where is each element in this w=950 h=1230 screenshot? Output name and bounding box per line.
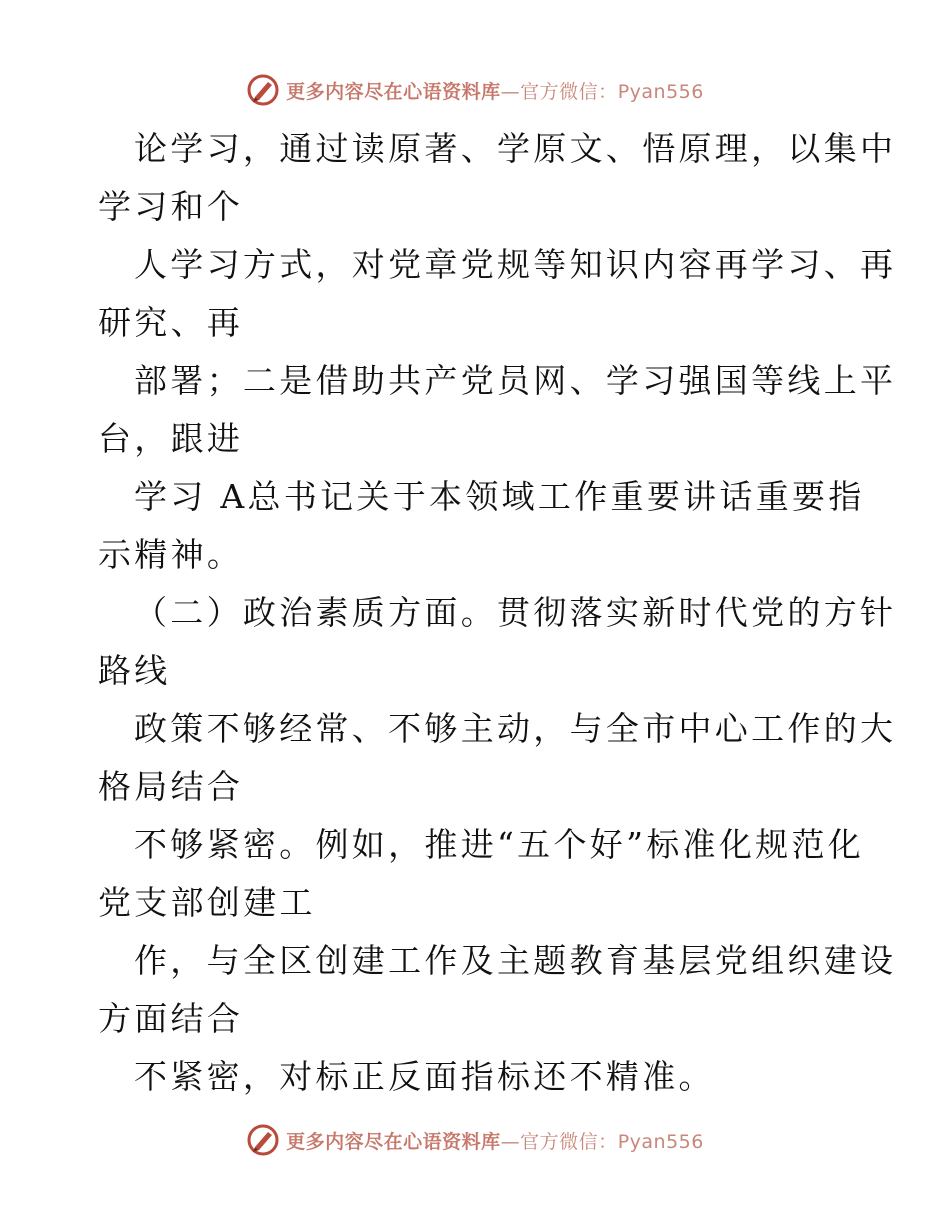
- watermark-separator: —: [500, 80, 521, 103]
- pen-logo-icon: [246, 1123, 280, 1157]
- watermark-wechat-id: Pyan556: [617, 1130, 704, 1153]
- watermark-text: [286, 77, 704, 104]
- body-line: 论学习，通过读原著、学原文、悟原理，以集中: [134, 129, 897, 168]
- body-line: 党支部创建工: [98, 883, 316, 922]
- body-line: 作，与全区创建工作及主题教育基层党组织建设: [134, 941, 897, 980]
- section-heading-line: （二）政治素质方面。贯彻落实新时代党的方针: [134, 593, 897, 632]
- body-line: 研究、再: [98, 303, 244, 342]
- watermark-wechat-label: 官方微信：: [520, 80, 618, 103]
- footer-watermark: [0, 1120, 950, 1160]
- body-line: 格局结合: [98, 767, 244, 806]
- body-line: 学习和个: [98, 187, 244, 226]
- body-line: 示精神。: [98, 535, 244, 574]
- watermark-brand: 更多内容尽在心语资料库: [286, 1130, 501, 1153]
- watermark-separator: —: [500, 1130, 521, 1153]
- watermark-text: [286, 1127, 704, 1154]
- body-line: 政策不够经常、不够主动，与全市中心工作的大: [134, 709, 897, 748]
- body-line: 方面结合: [98, 999, 244, 1038]
- body-line: 台，跟进: [98, 419, 244, 458]
- body-line: 不紧密，对标正反面指标还不精准。: [134, 1057, 715, 1096]
- document-body: [98, 120, 897, 1106]
- body-line: 人学习方式，对党章党规等知识内容再学习、再: [134, 245, 897, 284]
- body-line: 部署；二是借助共产党员网、学习强国等线上平: [134, 361, 897, 400]
- pen-logo-icon: [246, 73, 280, 107]
- body-line: 学习 A总书记关于本领域工作重要讲话重要指: [134, 477, 865, 516]
- header-watermark: [0, 70, 950, 110]
- watermark-wechat-label: 官方微信：: [520, 1130, 618, 1153]
- body-line: 路线: [98, 651, 171, 690]
- body-line: 不够紧密。例如，推进“五个好”标准化规范化: [134, 825, 865, 864]
- watermark-wechat-id: Pyan556: [617, 80, 704, 103]
- watermark-brand: 更多内容尽在心语资料库: [286, 80, 501, 103]
